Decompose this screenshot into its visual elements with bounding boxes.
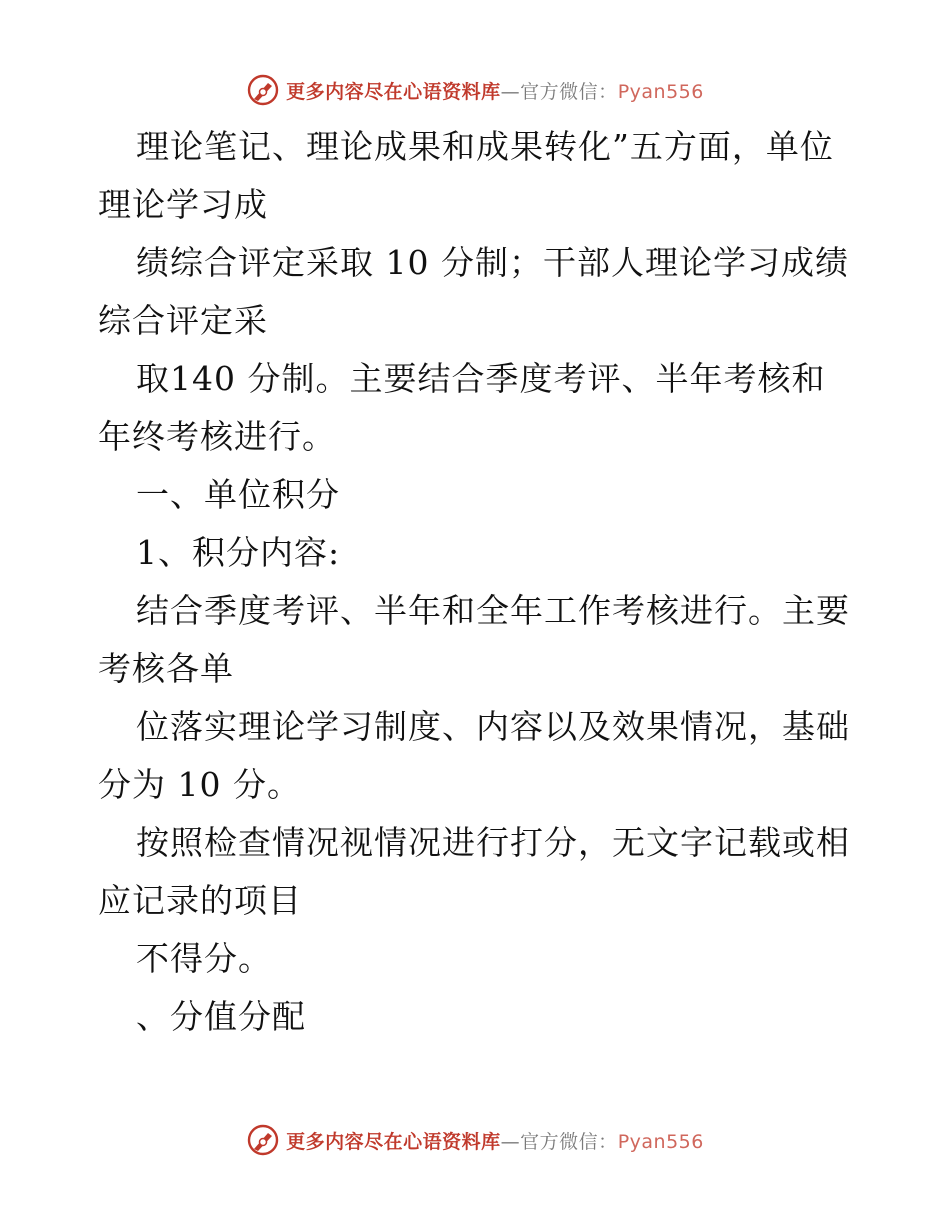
paragraph-line: 考核各单 xyxy=(98,649,234,688)
banner-title: 更多内容尽在心语资料库 xyxy=(286,80,501,103)
banner-separator: — xyxy=(500,1130,521,1153)
banner-text xyxy=(286,1127,704,1154)
document-body xyxy=(98,118,858,1046)
banner-separator: — xyxy=(500,80,521,103)
paragraph-line: 按照检查情况视情况进行打分，无文字记载或相 xyxy=(136,823,850,862)
pen-circle-logo-icon xyxy=(246,73,280,107)
paragraph-line: 结合季度考评、半年和全年工作考核进行。主要 xyxy=(136,591,850,630)
banner-contact-label: 官方微信： xyxy=(520,80,618,103)
paragraph-line: 年终考核进行。 xyxy=(98,417,336,456)
footer-banner xyxy=(0,1120,950,1160)
paragraph-line: 理论笔记、理论成果和成果转化”五方面，单位 xyxy=(136,127,834,166)
paragraph-line: 取140 分制。主要结合季度考评、半年考核和 xyxy=(136,359,826,398)
paragraph-line: 综合评定采 xyxy=(98,301,268,340)
banner-text xyxy=(286,77,704,104)
paragraph-line: 不得分。 xyxy=(136,939,272,978)
banner-wechat-id: Pyan556 xyxy=(617,1130,704,1153)
paragraph-line: 绩综合评定采取 10 分制；干部人理论学习成绩 xyxy=(136,243,849,282)
paragraph-line: 分为 10 分。 xyxy=(98,765,301,804)
banner-wechat-id: Pyan556 xyxy=(617,80,704,103)
paragraph-line: 应记录的项目 xyxy=(98,881,302,920)
header-banner xyxy=(0,70,950,110)
paragraph-line: 位落实理论学习制度、内容以及效果情况，基础 xyxy=(136,707,850,746)
pen-circle-logo-icon xyxy=(246,1123,280,1157)
banner-title: 更多内容尽在心语资料库 xyxy=(286,1130,501,1153)
subsection-heading: 1、积分内容: xyxy=(136,533,341,572)
subsection-heading: 、分值分配 xyxy=(136,997,306,1036)
banner-contact-label: 官方微信： xyxy=(520,1130,618,1153)
section-heading: 一、单位积分 xyxy=(136,475,340,514)
paragraph-line: 理论学习成 xyxy=(98,185,268,224)
